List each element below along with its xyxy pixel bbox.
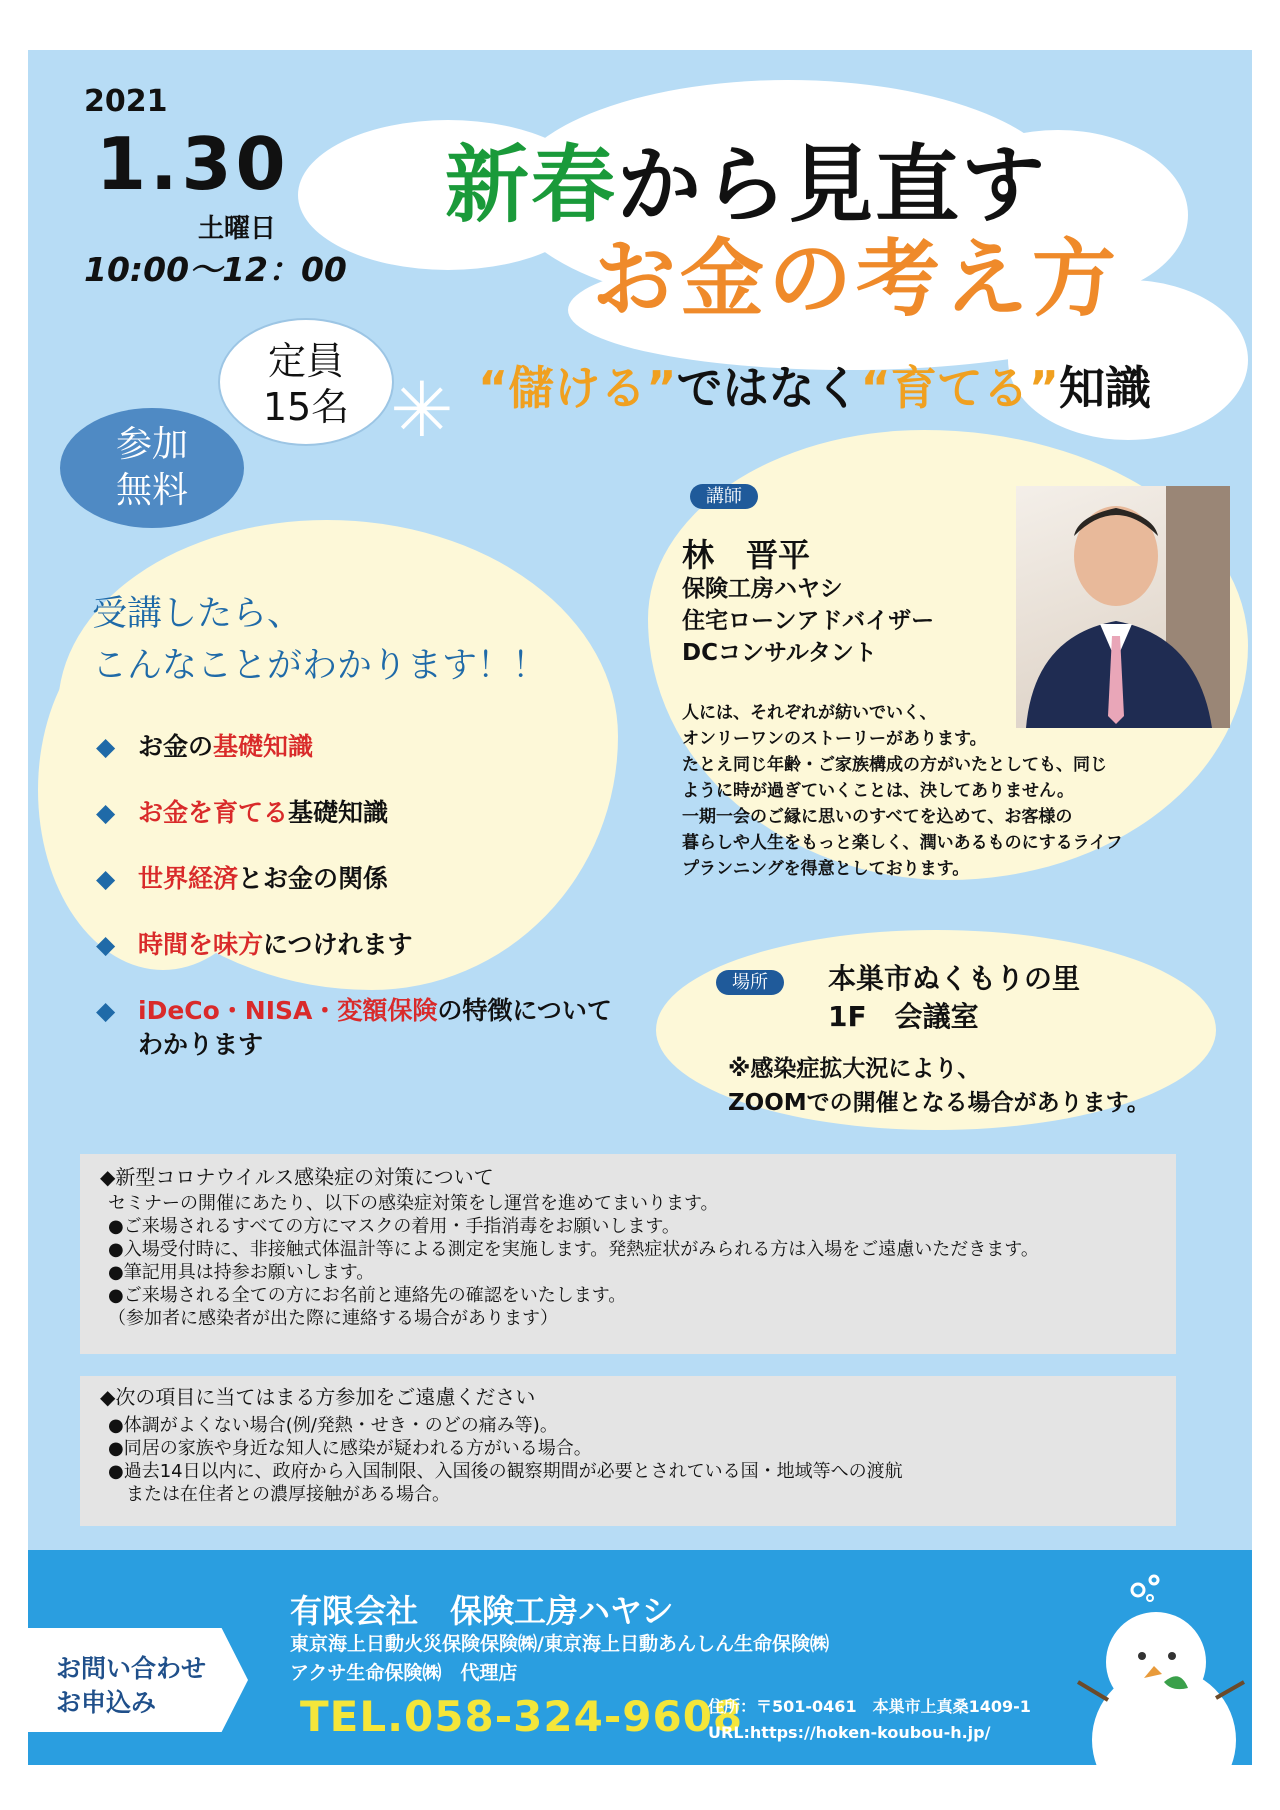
company-name: 有限会社 保険工房ハヤシ (290, 1592, 674, 1630)
diamond-icon: ◆ (96, 864, 116, 893)
covid-title: ◆新型コロナウイルス感染症の対策について (100, 1165, 494, 1189)
title-highlight: 新春 (445, 136, 618, 234)
free-label-1: 参加 (115, 424, 188, 465)
venue-badge: 場所 (716, 968, 784, 994)
subtitle-end: 知識 (1058, 361, 1151, 415)
capacity-badge (218, 318, 394, 446)
snowman-icon (1068, 1570, 1252, 1765)
instructor-name: 林 晋平 (682, 536, 811, 574)
instructor-role: DCコンサルタント (682, 640, 877, 666)
learn-heading (92, 588, 547, 692)
instructor-bio: 人には、それぞれが紡いでいく、 オンリーワンのストーリーがあります。 たとえ同じ年齢・ご家族構成の方がいたとしても、同じ ように時が過ぎていくことは、決してありません。 一期一会のご縁に思いのすべてを込めて、お客様の 暮らしや人生をもっと楽しく、潤いあるものにするライフ プランニングを得意としております。 (682, 703, 1123, 879)
insurers: 東京海上日動火災保険保険㈱/東京海上日動あんしん生命保険㈱ アクサ生命保険㈱ 代理店 (290, 1633, 829, 1684)
list-item: ◆ iDeCo・NISA・変額保険の特徴について わかります (96, 996, 612, 1059)
diamond-icon: ◆ (96, 798, 116, 827)
diamond-icon: ◆ (96, 930, 116, 959)
list-item: ◆ 時間を味方につけれます (96, 928, 413, 962)
diamond-icon: ◆ (96, 732, 116, 761)
venue-note: ※感染症拡大況により、 ZOOMでの開催となる場合があります。 (728, 1056, 1150, 1116)
covid-list: セミナーの開催にあたり、以下の感染症対策をし運営を進めてまいります。 ●ご来場されるすべての方にマスクの着用・手指消毒をお願いします。 ●入場受付時に、非接触式体温計等による測定を実施します。発熱症状がみられる方は入場をご遠慮いただきます。 ●筆記用具は持参お願いします。 ●ご来場される全ての方にお名前と連絡先の確認をいたします。 （参加者に感染者が出た際に連絡する場合があります） (108, 1193, 1039, 1329)
instructor-role: 保険工房ハヤシ (682, 576, 843, 602)
capacity-value: 15名 (262, 385, 350, 429)
event-time: 10:00～12：00 (84, 250, 347, 289)
list-item: ◆ お金の基礎知識 (96, 730, 313, 764)
free-label-2: 無料 (115, 470, 188, 511)
event-date: 1.30 (96, 122, 290, 206)
learn-heading-line-2: こんなことがわかります！！ (92, 646, 548, 686)
diamond-icon: ◆ (96, 996, 116, 1025)
refrain-title: ◆次の項目に当てはまる方参加をご遠慮ください (100, 1385, 536, 1409)
capacity-label: 定員 (267, 339, 344, 383)
subtitle-quote-2: “育てる” (860, 361, 1059, 415)
contact-label: お問い合わせ お申込み (56, 1654, 207, 1717)
list-item: ◆ お金を育てる基礎知識 (96, 796, 388, 830)
subtitle (478, 352, 1151, 418)
subtitle-quote-1: “儲ける” (478, 361, 677, 415)
instructor-photo (1016, 486, 1230, 728)
covid-notice (80, 1154, 1176, 1354)
instructor-role: 住宅ローンアドバイザー (682, 608, 935, 634)
title-line-2: お金の考え方 (592, 230, 1121, 328)
refrain-notice (80, 1376, 1176, 1526)
subtitle-mid: ではなく (676, 361, 861, 415)
list-item: ◆ 世界経済とお金の関係 (96, 862, 388, 896)
snowflake-icon: ✳ (390, 365, 454, 454)
free-badge (60, 408, 244, 528)
website-link[interactable]: URL:https://hoken-koubou-h.jp/ (708, 1723, 991, 1742)
event-weekday: 土曜日 (198, 214, 277, 244)
address: 住所：〒501-0461 本巣市上真桑1409-1 (708, 1697, 1031, 1716)
learn-heading-line-1: 受講したら、 (92, 594, 303, 634)
refrain-list: ●体調がよくない場合(例/発熱・せき・のどの痛み等)。 ●同居の家族や身近な知人に感染が疑われる方がいる場合。 ●過去14日以内に、政府から入国制限、入国後の観察期間が必要とされている国・地域等への渡航 または在住者との濃厚接触がある場合。 (108, 1415, 903, 1505)
phone-number[interactable]: TEL.058-324-9608 (300, 1692, 744, 1741)
address-block (708, 1694, 1031, 1746)
venue-name: 本巣市ぬくもりの里 1F 会議室 (828, 962, 1081, 1033)
event-year: 2021 (84, 84, 168, 119)
instructor-badge: 講師 (690, 482, 758, 508)
title-rest: から見直す (617, 136, 1048, 234)
